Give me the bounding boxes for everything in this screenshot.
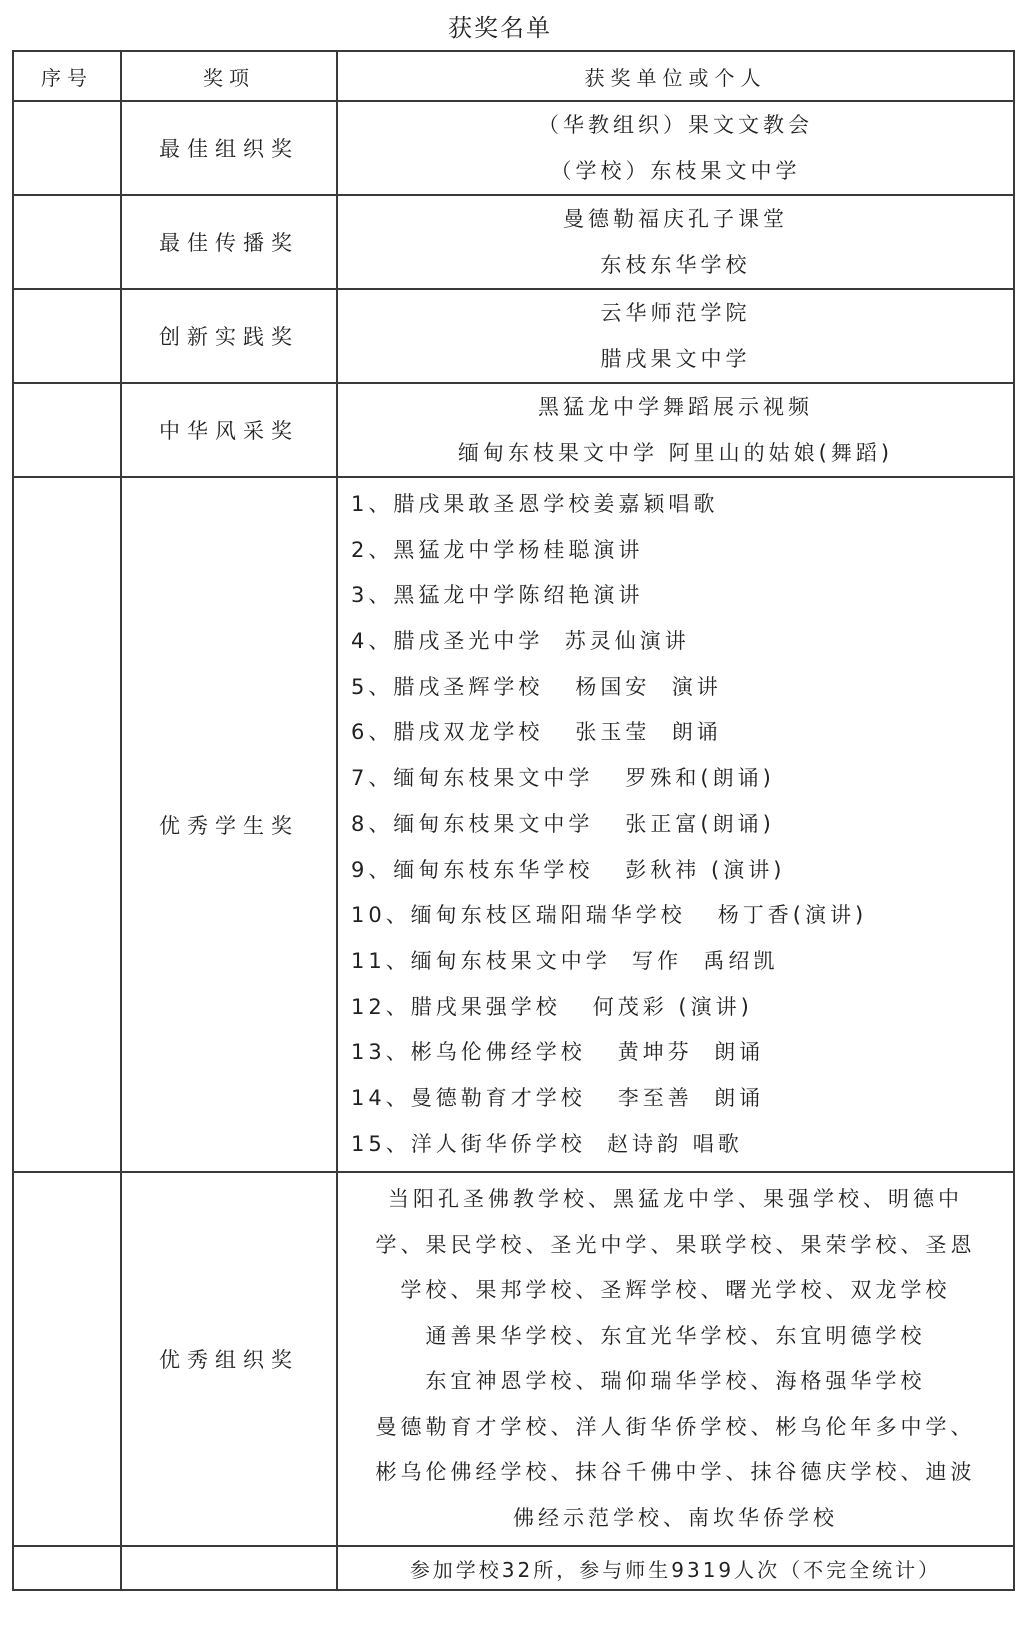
index-cell — [13, 289, 121, 383]
organization-line: 学校、果邦学校、圣辉学校、曙光学校、双龙学校 — [400, 1278, 951, 1303]
recipient-line: 曼德勒福庆孔子课堂 — [563, 207, 788, 231]
student-entry: 2、黑猛龙中学杨桂聪演讲 — [351, 537, 644, 562]
header-index: 序号 — [13, 51, 121, 101]
recipient-cell — [337, 195, 1014, 289]
index-cell — [13, 383, 121, 477]
award-cell — [121, 1546, 337, 1590]
header-recipient: 获奖单位或个人 — [337, 51, 1014, 101]
student-entry: 14、曼德勒育才学校 李至善 朗诵 — [351, 1085, 765, 1110]
recipient-line: 云华师范学院 — [600, 301, 751, 325]
award-cell: 优秀学生奖 — [121, 477, 337, 1172]
recipient-line: 缅甸东枝果文中学 阿里山的姑娘(舞蹈) — [457, 441, 894, 465]
table-row — [13, 383, 1014, 477]
student-entry: 5、腊戌圣辉学校 杨国安 演讲 — [351, 674, 722, 699]
student-entry: 12、腊戌果强学校 何茂彩 (演讲) — [351, 994, 753, 1019]
student-entry: 3、黑猛龙中学陈绍艳演讲 — [351, 583, 644, 608]
table-row — [13, 477, 1014, 1172]
student-entry: 15、洋人街华侨学校 赵诗韵 唱歌 — [351, 1131, 743, 1156]
award-cell: 中华风采奖 — [121, 383, 337, 477]
recipient-cell — [337, 1172, 1014, 1546]
table-row — [13, 195, 1014, 289]
student-entry: 6、腊戌双龙学校 张玉莹 朗诵 — [351, 720, 722, 745]
table-row — [13, 289, 1014, 383]
organization-line: 佛经示范学校、南坎华侨学校 — [513, 1505, 838, 1530]
organization-line: 通善果华学校、东宜光华学校、东宜明德学校 — [425, 1323, 926, 1348]
organization-line: 东宜神恩学校、瑞仰瑞华学校、海格强华学校 — [425, 1369, 926, 1394]
organization-line: 曼德勒育才学校、洋人街华侨学校、彬乌伦年多中学、 — [375, 1414, 976, 1439]
index-cell — [13, 1546, 121, 1590]
index-cell — [13, 1172, 121, 1546]
award-cell: 创新实践奖 — [121, 289, 337, 383]
index-cell — [13, 477, 121, 1172]
student-entry: 7、缅甸东枝果文中学 罗殊和(朗诵) — [351, 766, 775, 791]
index-cell — [13, 195, 121, 289]
student-entry: 9、缅甸东枝东华学校 彭秋祎 (演讲) — [351, 857, 786, 882]
recipient-line: 腊戌果文中学 — [600, 347, 751, 371]
student-entry: 13、彬乌伦佛经学校 黄坤芬 朗诵 — [351, 1040, 765, 1065]
recipient-cell — [337, 477, 1014, 1172]
recipient-cell — [337, 289, 1014, 383]
student-entry: 4、腊戌圣光中学 苏灵仙演讲 — [351, 629, 690, 654]
awards-table — [12, 50, 1015, 1591]
award-cell: 最佳传播奖 — [121, 195, 337, 289]
award-cell: 最佳组织奖 — [121, 101, 337, 195]
summary-row — [13, 1546, 1014, 1590]
table-header-row — [13, 51, 1014, 101]
organization-line: 彬乌伦佛经学校、抹谷千佛中学、抹谷德庆学校、迪波 — [375, 1460, 976, 1485]
recipient-cell — [337, 383, 1014, 477]
page-title: 获奖名单 — [448, 14, 552, 42]
recipient-line: 东枝东华学校 — [600, 253, 751, 277]
student-entry: 1、腊戌果敢圣恩学校姜嘉颖唱歌 — [351, 492, 719, 516]
student-entry: 11、缅甸东枝果文中学 写作 禹绍凯 — [351, 948, 779, 973]
summary-cell: 参加学校32所，参与师生9319人次（不完全统计） — [337, 1546, 1014, 1590]
table-row — [13, 1172, 1014, 1546]
table-row — [13, 101, 1014, 195]
organization-line: 当阳孔圣佛教学校、黑猛龙中学、果强学校、明德中 — [388, 1187, 963, 1212]
student-entry: 10、缅甸东枝区瑞阳瑞华学校 杨丁香(演讲) — [351, 903, 868, 928]
recipient-line: 黑猛龙中学舞蹈展示视频 — [538, 395, 813, 419]
recipient-line: （华教组织）果文文教会 — [538, 113, 813, 137]
recipient-cell — [337, 101, 1014, 195]
header-award: 奖项 — [121, 51, 337, 101]
award-cell: 优秀组织奖 — [121, 1172, 337, 1546]
student-entry: 8、缅甸东枝果文中学 张正富(朗诵) — [351, 811, 775, 836]
organization-line: 学、果民学校、圣光中学、果联学校、果荣学校、圣恩 — [375, 1232, 976, 1257]
index-cell — [13, 101, 121, 195]
recipient-line: （学校）东枝果文中学 — [550, 159, 801, 183]
